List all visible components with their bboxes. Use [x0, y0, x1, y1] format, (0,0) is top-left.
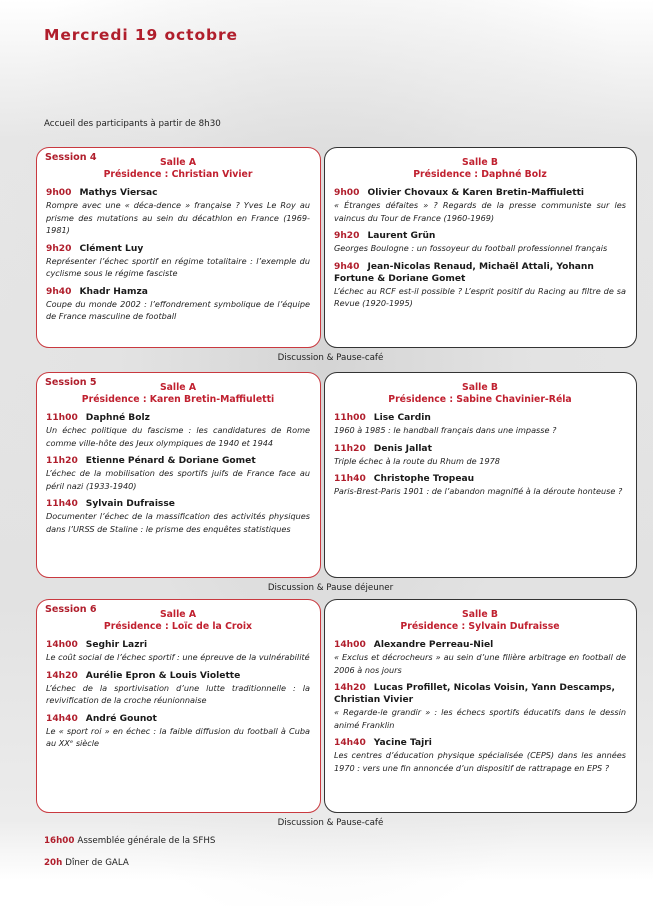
talk-time: 9h40 [46, 286, 72, 297]
talk-time: 9h20 [46, 243, 72, 254]
talk-speaker: Alexandre Perreau-Niel [373, 640, 494, 650]
talk [46, 286, 310, 323]
talk-time: 9h00 [46, 188, 72, 198]
talk-title: L’échec de la sportivisation d’une lutte traditionnelle : la revivification de la croche réunionnaise [46, 682, 310, 705]
talk [46, 243, 310, 280]
talk-title: L’échec au RCF est-il possible ? L’esprit positif du Racing au filtre de sa Revue (1920-1995) [334, 285, 626, 308]
talk-time: 9h00 [334, 188, 360, 198]
talk-title: Paris-Brest-Paris 1901 : de l’abandon magnifié à la déroute honteuse ? [334, 486, 623, 496]
talk-title: Georges Boulogne : un fossoyeur du football professionnel français [334, 243, 608, 253]
talk-title: Rompre avec une « déca-dence » française ? Yves Le Roy au prisme des mutations au sein du décathlon en France (1969-1981) [46, 200, 310, 235]
talk-speaker: Sylvain Dufraisse [85, 499, 175, 509]
talk-title: « Étranges défaites » ? Regards de la presse communiste sur les vaincus du Tour de France (1960-1969) [334, 200, 626, 223]
talk-speaker: Lucas Profillet, Nicolas Voisin, Yann Descamps, Christian Vivier [334, 683, 615, 705]
session-label: Session 4 [45, 152, 97, 163]
talk-title: « Exclus et décrocheurs » au sein d’une filière arbitrage en football de 2006 à nos jours [334, 652, 626, 675]
talk [46, 455, 310, 492]
room-name: Salle B [462, 382, 498, 393]
talk-speaker: André Gounot [85, 713, 157, 724]
room-chair: Présidence : Karen Bretin-Maffiuletti [81, 394, 275, 405]
talk-speaker: Mathys Viersac [79, 188, 158, 198]
session-5-room-a [36, 372, 321, 578]
talk-time: 14h40 [334, 738, 366, 748]
talk-speaker: Lise Cardin [373, 413, 431, 423]
talk-speaker: Seghir Lazri [85, 640, 148, 650]
talk-title: « Regarde-le grandir » : les échecs sportifs éducatifs dans le dessin animé Franklin [334, 707, 626, 730]
break-label: Discussion & Pause déjeuner [267, 583, 394, 593]
room-chair: Présidence : Daphné Bolz [413, 169, 547, 180]
talk [334, 187, 626, 224]
talk-title: Un échec politique du fascisme : les candidatures de Rome comme ville-hôte des Jeux olympiques de 1940 et 1944 [46, 425, 310, 448]
room-name: Salle B [462, 609, 498, 620]
room-name: Salle A [159, 382, 197, 393]
talk [334, 682, 626, 731]
talk [334, 443, 626, 468]
talk-time: 14h00 [46, 640, 78, 650]
talk-title: Coupe du monde 2002 : l’effondrement symbolique de l’équipe de France masculine de football [46, 298, 310, 321]
talk-time: 11h40 [334, 474, 366, 484]
talk-speaker: Khadr Hamza [79, 286, 148, 297]
room-chair: Présidence : Christian Vivier [103, 169, 253, 180]
talk-time: 14h20 [334, 683, 366, 693]
talk-title: 1960 à 1985 : le handball français dans une impasse ? [334, 425, 557, 435]
talk-speaker: Christophe Tropeau [373, 474, 475, 484]
closing-text: Assemblée générale de la SFHS [77, 836, 216, 846]
room-name: Salle B [462, 157, 498, 168]
session-label: Session 5 [45, 377, 97, 388]
talk [46, 412, 310, 449]
talk-speaker: Laurent Grün [367, 231, 436, 241]
room-chair: Présidence : Sylvain Dufraisse [400, 621, 560, 632]
talk-speaker: Clément Luy [79, 243, 144, 254]
talk-speaker: Etienne Pénard & Doriane Gomet [85, 456, 256, 466]
break-label: Discussion & Pause-café [277, 353, 384, 363]
room-chair: Présidence : Sabine Chavinier-Réla [388, 394, 572, 405]
talk-time: 11h20 [46, 456, 78, 466]
break-label: Discussion & Pause-café [277, 818, 384, 828]
talk-time: 14h20 [46, 670, 78, 681]
session-6-room-b [324, 599, 637, 813]
talk-time: 14h00 [334, 640, 366, 650]
talk-speaker: Daphné Bolz [85, 413, 150, 423]
talk [46, 639, 310, 664]
talk-time: 11h00 [334, 413, 366, 423]
talk [334, 261, 626, 310]
talk [46, 498, 310, 535]
closing-text: Dîner de GALA [65, 858, 129, 868]
talk-speaker: Denis Jallat [373, 443, 432, 454]
talk-title: Les centres d’éducation physique spécialisée (CEPS) dans les années 1970 : vers une fin annoncée d’un dispositif de rattrapage en EPS ? [334, 750, 626, 773]
closing-time: 16h00 [44, 836, 75, 846]
talk-speaker: Aurélie Epron & Louis Violette [85, 670, 241, 681]
closing-item [44, 836, 215, 846]
talk [46, 713, 310, 750]
talk-time: 11h00 [46, 413, 78, 423]
talk [46, 187, 310, 237]
session-5-room-b [324, 372, 637, 578]
talk-speaker: Olivier Chovaux & Karen Bretin-Maffiuletti [367, 188, 585, 198]
talk-time: 11h20 [334, 443, 366, 454]
talk-title: Triple échec à la route du Rhum de 1978 [334, 455, 500, 466]
talk-title: L’échec de la mobilisation des sportifs juifs de France face au péril nazi (1933-1940) [46, 468, 310, 491]
session-4-room-b [324, 147, 637, 348]
page-title: Mercredi 19 octobre [44, 26, 238, 44]
talk [334, 473, 626, 498]
talk-time: 9h20 [334, 231, 360, 241]
room-name: Salle A [159, 157, 197, 168]
talk [334, 412, 626, 437]
talk-time: 9h40 [334, 261, 360, 272]
welcome-text: Accueil des participants à partir de 8h30 [44, 119, 221, 129]
talk-speaker: Yacine Tajri [373, 738, 432, 748]
talk-title: Représenter l’échec sportif en régime totalitaire : l’exemple du cyclisme sous le régime fasciste [46, 255, 310, 278]
talk-title: Le coût social de l’échec sportif : une épreuve de la vulnérabilité [46, 652, 310, 662]
closing-time: 20h [44, 858, 63, 868]
session-6-room-a [36, 599, 321, 813]
talk-title: Documenter l’échec de la massification des activités physiques dans l’URSS de Staline : le prisme des enquêtes statistiques [46, 511, 310, 534]
talk [334, 230, 626, 255]
talk [46, 670, 310, 707]
room-name: Salle A [159, 609, 197, 620]
talk [334, 639, 626, 676]
session-4-room-a [36, 147, 321, 348]
talk-title: Le « sport roi » en échec : la faible diffusion du football à Cuba au XXᵉ siècle [46, 725, 310, 748]
session-label: Session 6 [45, 604, 97, 615]
talk-time: 11h40 [46, 499, 78, 509]
talk [334, 737, 626, 774]
talk-speaker: Jean-Nicolas Renaud, Michaël Attali, Yohann Fortune & Doriane Gomet [334, 261, 594, 284]
talk-time: 14h40 [46, 713, 78, 724]
room-chair: Présidence : Loïc de la Croix [103, 621, 253, 632]
closing-item [44, 858, 129, 868]
